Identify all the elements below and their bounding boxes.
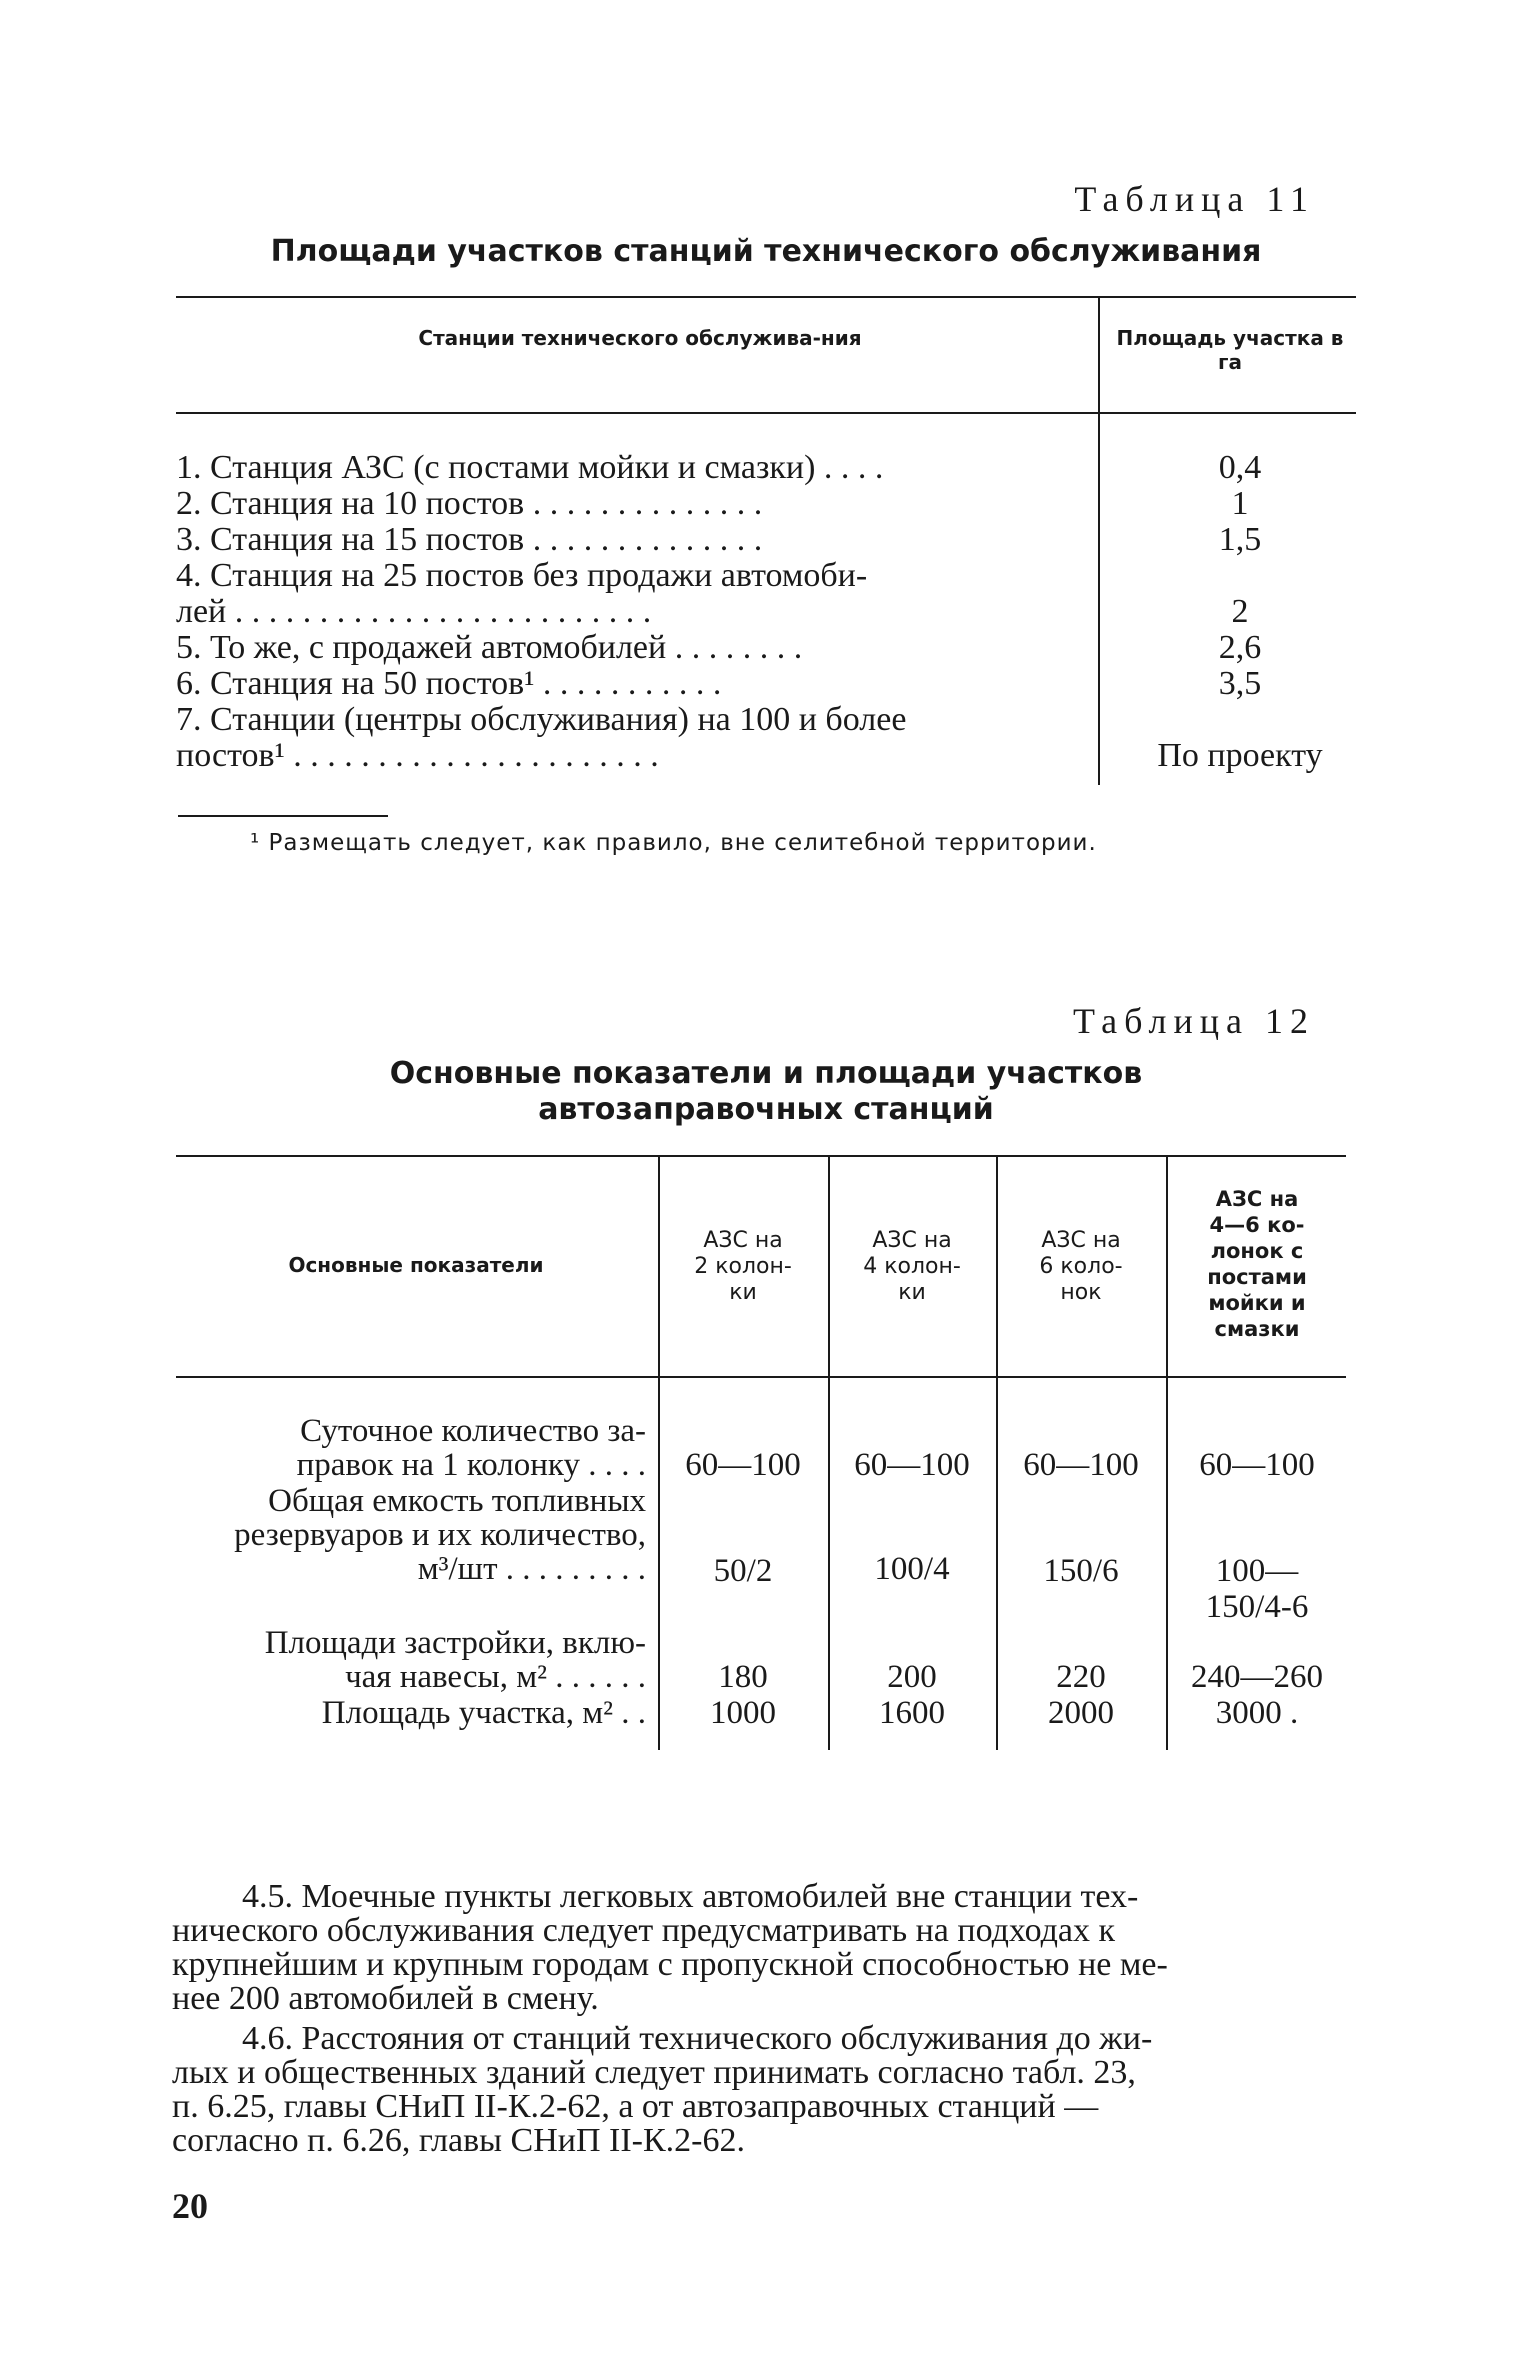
header-line: АЗС на bbox=[703, 1228, 783, 1253]
table-12-title-line2: автозаправочных станций bbox=[538, 1092, 994, 1127]
paragraph-line: 4.5. Моечные пункты легковых автомобилей вне станции тех- bbox=[242, 1878, 1139, 1915]
paragraph-line: 4.6. Расстояния от станций технического обслуживания до жи- bbox=[242, 2020, 1153, 2057]
table-11-row-value: 2 bbox=[1231, 593, 1249, 630]
paragraph-line: крупнейшим и крупным городам с пропускной способностью не ме- bbox=[172, 1946, 1168, 1983]
header-line: постами bbox=[1207, 1265, 1307, 1289]
header-line: нок bbox=[1060, 1280, 1102, 1305]
label-line: Общая емкость топливных bbox=[268, 1483, 646, 1519]
table-11-row-label: 4. Станция на 25 постов без продажи автомоби- bbox=[176, 558, 868, 594]
table-12-col3-header bbox=[998, 1228, 1164, 1306]
table-12-cell: 60—100 bbox=[854, 1447, 970, 1483]
label-line: м³/шт . . . . . . . . . bbox=[417, 1551, 646, 1587]
table-11-row-value: По проекту bbox=[1157, 737, 1323, 774]
label-line: Суточное количество за- bbox=[300, 1413, 646, 1449]
table-12-cell: 150/4-6 bbox=[1205, 1589, 1309, 1625]
paragraph-4-6 bbox=[172, 2022, 1337, 2158]
paragraph-line: нического обслуживания следует предусматривать на подходах к bbox=[172, 1912, 1116, 1949]
header-line: АЗС на bbox=[1215, 1187, 1299, 1211]
table-11-row-label: 3. Станция на 15 постов . . . . . . . . . . . . . . bbox=[176, 522, 763, 558]
table-11-row-value: 0,4 bbox=[1218, 449, 1262, 486]
table-12-header-rule bbox=[176, 1376, 1346, 1378]
header-line: 4—6 ко- bbox=[1209, 1213, 1305, 1237]
header-line: смазки bbox=[1214, 1317, 1300, 1341]
table-12-cell: 220 bbox=[1056, 1659, 1106, 1695]
table-11-top-rule bbox=[176, 296, 1356, 298]
table-12-cell: 2000 bbox=[1048, 1695, 1114, 1731]
table-12-cell: 180 bbox=[718, 1659, 768, 1695]
table-11-number: Таблица 11 bbox=[1074, 179, 1315, 219]
table-11-body-divider bbox=[1098, 413, 1100, 785]
table-12-cell: 1600 bbox=[879, 1695, 945, 1731]
table-12-cell: 50/2 bbox=[713, 1553, 773, 1589]
header-line: 6 коло- bbox=[1039, 1254, 1123, 1279]
table-12-cell: 1000 bbox=[710, 1695, 776, 1731]
paragraph-line: нее 200 автомобилей в смену. bbox=[172, 1980, 599, 2017]
header-line: 4 колон- bbox=[863, 1254, 961, 1279]
table-12-cell: 240—260 bbox=[1191, 1659, 1323, 1695]
table-11-footnote: ¹ Размещать следует, как правило, вне селитебной территории. bbox=[250, 830, 1097, 856]
label-line: Площади застройки, вклю- bbox=[264, 1625, 646, 1661]
table-12-row-label bbox=[176, 1626, 646, 1694]
page-number: 20 bbox=[172, 2186, 208, 2226]
table-12-cell: 60—100 bbox=[1199, 1447, 1315, 1483]
paragraph-line: лых и общественных зданий следует принимать согласно табл. 23, bbox=[172, 2054, 1136, 2091]
table-12-cell: 200 bbox=[887, 1659, 937, 1695]
table-12-cell: 60—100 bbox=[1023, 1447, 1139, 1483]
table-12-row-label bbox=[176, 1414, 646, 1482]
table-11-row-value: 3,5 bbox=[1218, 665, 1262, 702]
label-line: резервуаров и их количество, bbox=[234, 1517, 646, 1553]
table-11-row-label: 5. То же, с продажей автомобилей . . . . . . . . bbox=[176, 630, 803, 666]
table-12-cell: 3000 . bbox=[1215, 1695, 1299, 1731]
header-line: ки bbox=[729, 1280, 757, 1305]
table-11-row-label: 2. Станция на 10 постов . . . . . . . . . . . . . . bbox=[176, 486, 763, 522]
footnote-rule bbox=[178, 815, 388, 817]
table-12-cell: 150/6 bbox=[1043, 1553, 1119, 1589]
table-11-row-label: лей . . . . . . . . . . . . . . . . . . . . . . . . . bbox=[176, 594, 652, 630]
table-12-title-line1: Основные показатели и площади участков bbox=[389, 1056, 1143, 1091]
label-line: правок на 1 колонку . . . . bbox=[296, 1447, 646, 1483]
table-11-row-value: 2,6 bbox=[1218, 629, 1262, 666]
table-11-row-value: 1,5 bbox=[1218, 521, 1262, 558]
paragraph-line: согласно п. 6.26, главы СНиП II-К.2-62. bbox=[172, 2122, 745, 2159]
table-12-number: Таблица 12 bbox=[1073, 1001, 1315, 1041]
table-11-row-label: 1. Станция АЗС (с постами мойки и смазки) . . . . bbox=[176, 450, 884, 486]
table-12-col1-header bbox=[660, 1228, 826, 1306]
header-line: АЗС на bbox=[1041, 1228, 1121, 1253]
table-12-row-label bbox=[176, 1696, 646, 1730]
table-11-row-label: постов¹ . . . . . . . . . . . . . . . . . . . . . . bbox=[176, 738, 659, 774]
label-line: чая навесы, м² . . . . . . bbox=[345, 1659, 646, 1695]
table-12-row-label bbox=[176, 1484, 646, 1586]
header-line: лонок с bbox=[1210, 1239, 1304, 1263]
table-11-header-divider bbox=[1098, 297, 1100, 412]
table-11-title: Площади участков станций технического обслуживания bbox=[270, 234, 1262, 269]
table-12-col4-header bbox=[1168, 1186, 1346, 1342]
header-line: мойки и bbox=[1208, 1291, 1306, 1315]
label-line: Площадь участка, м² . . bbox=[321, 1695, 646, 1731]
table-11-header-rule bbox=[176, 412, 1356, 414]
table-11-col1-header: Станции технического обслужива-ния bbox=[418, 326, 862, 350]
table-12-cell: 100— bbox=[1215, 1553, 1299, 1589]
table-12-cell: 100/4 bbox=[874, 1551, 950, 1587]
header-line: 2 колон- bbox=[694, 1254, 792, 1279]
table-11-row-label: 7. Станции (центры обслуживания) на 100 и более bbox=[176, 702, 907, 738]
paragraph-4-5 bbox=[172, 1880, 1337, 2016]
table-12-col2-header bbox=[830, 1228, 994, 1306]
table-11-row-label: 6. Станция на 50 постов¹ . . . . . . . . . . . bbox=[176, 666, 722, 702]
header-line: ки bbox=[898, 1280, 926, 1305]
table-11-row-value: 1 bbox=[1231, 485, 1249, 522]
table-12-indicators-header: Основные показатели bbox=[288, 1253, 544, 1277]
paragraph-line: п. 6.25, главы СНиП II-К.2-62, а от автозаправочных станций — bbox=[172, 2088, 1099, 2125]
header-line: АЗС на bbox=[872, 1228, 952, 1253]
table-12-cell: 60—100 bbox=[685, 1447, 801, 1483]
table-12-top-rule bbox=[176, 1155, 1346, 1157]
table-11-col2-header: Площадь участка в га bbox=[1116, 326, 1344, 374]
